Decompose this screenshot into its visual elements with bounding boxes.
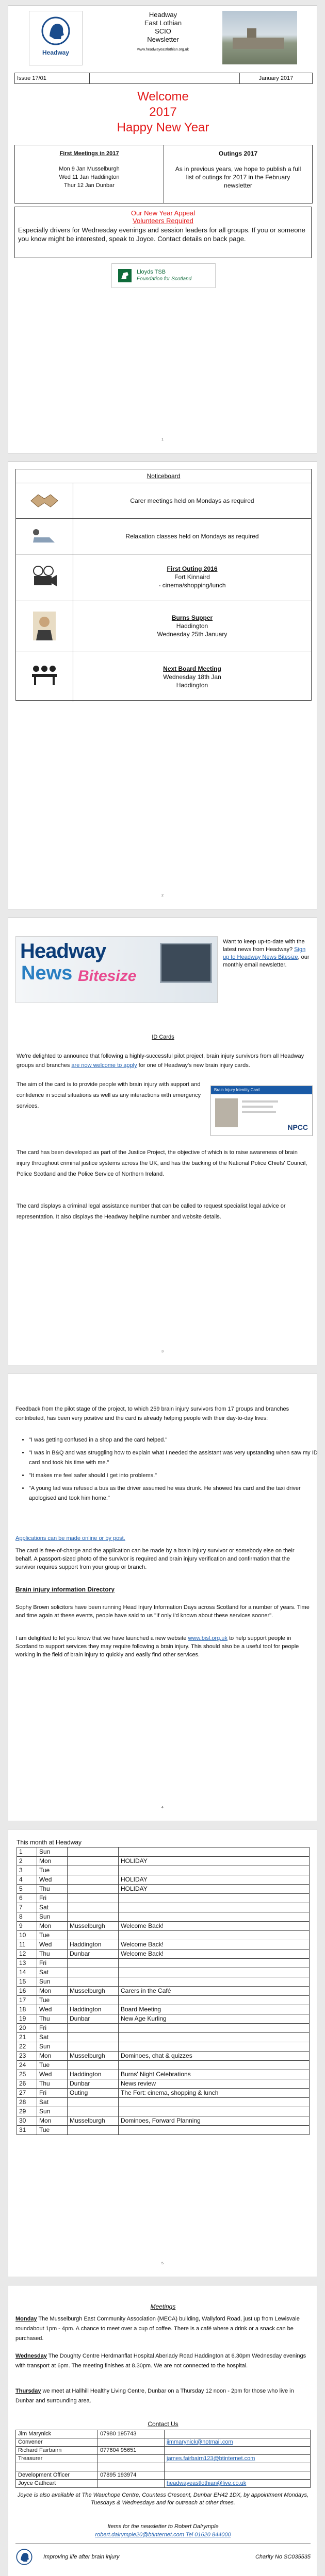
calendar-event: New Age Kurling (119, 2014, 310, 2024)
contact-row (16, 2471, 311, 2480)
calendar-weekday: Sun (37, 2042, 68, 2052)
calendar-event: HOLIDAY (119, 1875, 310, 1885)
calendar-row (17, 2042, 310, 2052)
calendar-event: Welcome Back! (119, 1922, 310, 1931)
calendar-day-number: 14 (17, 1968, 37, 1977)
masthead-photo (222, 11, 297, 64)
calendar-day-number: 21 (17, 2033, 37, 2042)
calendar-day-number: 31 (17, 2126, 37, 2135)
calendar-group: Dunbar (68, 2079, 119, 2089)
calendar-event (119, 2024, 310, 2033)
notice-row (16, 483, 311, 519)
calendar-event (119, 1912, 310, 1922)
calendar-row (17, 2005, 310, 2014)
contact-email[interactable] (165, 2471, 311, 2480)
bitesize-signup-link[interactable]: Sign up to Headway News Bitesize (223, 946, 306, 960)
calendar-row (17, 1912, 310, 1922)
first-meetings-title: First Meetings in 2017 (59, 150, 119, 157)
quote-item: • "It makes me feel safer should I get into problems." (29, 1471, 318, 1481)
calendar-row (17, 1866, 310, 1875)
calendar-row (17, 2116, 310, 2126)
directory-para-1: Sophy Brown solicitors have been running Head Injury Information Days across Scotland for a number of years. Time and time again at these events, people have said to us "If only I'd known about these services sooner". (15, 1604, 310, 1619)
welcome-banner (8, 89, 318, 135)
meeting-line: Mon 9 Jan Musselburgh (59, 166, 120, 172)
notice-text: Wednesday 25th January (157, 631, 228, 638)
calendar-table (17, 1847, 310, 2135)
calendar-group (68, 1848, 119, 1857)
calendar-group: Musselburgh (68, 2116, 119, 2126)
notice-row (16, 601, 311, 652)
masthead (29, 11, 297, 69)
contact-email[interactable]: jimmarynick@hotmail.com (165, 2438, 311, 2447)
calendar-row (17, 1950, 310, 1959)
calendar-day-number: 3 (17, 1866, 37, 1875)
calendar-row (17, 1987, 310, 1996)
contact-email[interactable]: headwayeastlothian@live.co.uk (165, 2480, 311, 2488)
calendar-group (68, 1875, 119, 1885)
masthead-title (111, 11, 215, 54)
calendar-weekday: Sun (37, 2107, 68, 2116)
calendar-day-number: 12 (17, 1950, 37, 1959)
calendar-event (119, 2126, 310, 2135)
calendar-weekday: Mon (37, 2052, 68, 2061)
calendar-day-number: 23 (17, 2052, 37, 2061)
calendar-row (17, 1959, 310, 1968)
calendar-weekday: Thu (37, 1885, 68, 1894)
calendar-weekday: Sun (37, 1977, 68, 1987)
notice-heading: Next Board Meeting (163, 665, 221, 672)
notice-row (16, 554, 311, 601)
notice-text: Carer meetings held on Mondays as required (130, 497, 254, 504)
calendar-row (17, 2089, 310, 2098)
calendar-weekday: Sun (37, 1912, 68, 1922)
headway-logo (29, 11, 83, 65)
calendar-group (68, 1866, 119, 1875)
calendar-event: HOLIDAY (119, 1885, 310, 1894)
notice-text: - cinema/shopping/lunch (158, 582, 226, 589)
calendar-title: This month at Headway (17, 1839, 82, 1846)
page-number: 1 (161, 438, 164, 442)
calendar-row (17, 2079, 310, 2089)
calendar-group: Musselburgh (68, 2052, 119, 2061)
calendar-row (17, 2033, 310, 2042)
contact-title: Contact Us (148, 2420, 178, 2428)
calendar-row (17, 1848, 310, 1857)
calendar-day-number: 20 (17, 2024, 37, 2033)
cinema-camera-icon (30, 565, 59, 590)
id-cards-para-2: The aim of the card is to provide people with brain injury with support and confidence in social situations as well as any interactions with emergency services. (17, 1081, 201, 1109)
calendar-weekday: Sun (37, 1848, 68, 1857)
calendar-weekday: Wed (37, 2070, 68, 2079)
calendar-event (119, 1996, 310, 2005)
calendar-row (17, 1922, 310, 1931)
calendar-day-number: 9 (17, 1922, 37, 1931)
calendar-group (68, 1931, 119, 1940)
wednesday-meeting: Wednesday The Doughty Centre Herdmanflat Hospital Aberlady Road Haddington at 6.30pm Wednesday evenings with transport at 6pm. The meeting finishes at 8.30pm. We are not connected to the hospital. (15, 2353, 306, 2369)
calendar-weekday: Fri (37, 1959, 68, 1968)
notice-text: Haddington (176, 682, 208, 689)
calendar-weekday: Thu (37, 2014, 68, 2024)
calendar-row (17, 1968, 310, 1977)
contact-row (16, 2447, 311, 2455)
calendar-day-number: 1 (17, 1848, 37, 1857)
calendar-weekday: Sat (37, 1968, 68, 1977)
newsletter-items-note: Items for the newsletter to Robert Dalrymple robert.dalrymple20@btinternet.com Tel 01620 844000 (8, 2522, 318, 2539)
calendar-group (68, 1968, 119, 1977)
horse-icon (117, 268, 133, 283)
calendar-group (68, 1996, 119, 2005)
calendar-day-number: 27 (17, 2089, 37, 2098)
calendar-row (17, 1875, 310, 1885)
calendar-day-number: 10 (17, 1931, 37, 1940)
page-number: 2 (161, 894, 164, 897)
page-number: 3 (161, 1350, 164, 1353)
contact-email[interactable]: james.fairbairn123@btinternet.com (165, 2455, 311, 2463)
page-number: 4 (161, 1806, 164, 1809)
contact-row (16, 2430, 311, 2438)
calendar-weekday: Tue (37, 1996, 68, 2005)
calendar-day-number: 25 (17, 2070, 37, 2079)
website-link[interactable]: www.headwayeastlothian.org.uk (137, 48, 189, 52)
apply-link[interactable]: are now welcome to apply (71, 1062, 137, 1069)
npcc-badge: NPCC (287, 1123, 308, 1131)
calendar-group: Haddington (68, 2070, 119, 2079)
quote-item: • "I was getting confused in a shop and the card helped." (29, 1435, 318, 1445)
id-card-photo (215, 1098, 238, 1127)
id-cards-para-3: The card has been developed as part of the Justice Project, the objective of which is to raise awareness of brain injury throughout criminal justice systems across the UK, and has the backing of the National Police Chiefs' Council, Police Scotland and the Police Service of Northern Ireland. (17, 1149, 307, 1177)
calendar-group: Dunbar (68, 2014, 119, 2024)
calendar-row (17, 1996, 310, 2005)
contact-role: Convener (16, 2438, 98, 2447)
calendar-row (17, 2126, 310, 2135)
notice-heading: First Outing 2016 (167, 565, 218, 572)
contact-phone: 07895 193974 (98, 2471, 165, 2480)
contact-role: Development Officer (16, 2471, 98, 2480)
calendar-day-number: 2 (17, 1857, 37, 1866)
bitesize-wordmark: Bitesize (78, 968, 137, 985)
calendar-weekday: Tue (37, 2126, 68, 2135)
directory-title: Brain injury information Directory (15, 1586, 115, 1593)
contact-row (16, 2463, 311, 2471)
calendar-group: Outing (68, 2089, 119, 2098)
calendar-event (119, 1866, 310, 1875)
notice-row (16, 652, 311, 702)
calendar-event: Welcome Back! (119, 1940, 310, 1950)
calendar-day-number: 30 (17, 2116, 37, 2126)
contact-row (16, 2438, 311, 2447)
handshake-icon (29, 489, 60, 512)
calendar-group (68, 1885, 119, 1894)
org-name-line: Headway (149, 11, 177, 19)
calendar-event: Burns' Night Celebrations (119, 2070, 310, 2079)
calendar-weekday: Sat (37, 2098, 68, 2107)
calendar-row (17, 1857, 310, 1866)
bitesize-banner (15, 936, 218, 1003)
calendar-group: Musselburgh (68, 1922, 119, 1931)
lloyds-logo (111, 263, 216, 288)
outings-text: As in previous years, we hope to publish a full list of outings for 2017 in the February newsletter (175, 165, 301, 189)
news-wordmark: News (21, 962, 73, 984)
meetings-title: Meetings (150, 2303, 176, 2310)
bisl-link[interactable]: www.bisl.org.uk (188, 1635, 228, 1641)
contact-phone: 077604 95651 (98, 2447, 165, 2455)
calendar-group (68, 1977, 119, 1987)
calendar-weekday: Tue (37, 1931, 68, 1940)
relaxing-person-icon (29, 525, 60, 548)
calendar-group (68, 2107, 119, 2116)
calendar-weekday: Mon (37, 1857, 68, 1866)
contact-phone (98, 2480, 165, 2488)
calendar-day-number: 22 (17, 2042, 37, 2052)
calendar-row (17, 2052, 310, 2061)
calendar-row (17, 1885, 310, 1894)
issue-bar (14, 73, 313, 84)
calendar-day-number: 24 (17, 2061, 37, 2070)
calendar-group (68, 2098, 119, 2107)
org-name-line: Newsletter (147, 36, 179, 43)
quote-list (15, 1435, 318, 1503)
newsletter-page-1 (8, 5, 317, 453)
calendar-weekday: Sat (37, 1903, 68, 1912)
calendar-event (119, 2033, 310, 2042)
calendar-row (17, 2107, 310, 2116)
calendar-event (119, 2107, 310, 2116)
calendar-group (68, 2033, 119, 2042)
welcome-year: 2017 (149, 105, 177, 119)
noticeboard-title: Noticeboard (16, 469, 311, 483)
calendar-group: Dunbar (68, 1950, 119, 1959)
contact-phone (98, 2438, 165, 2447)
calendar-event: The Fort: cinema, shopping & lunch (119, 2089, 310, 2098)
calendar-group (68, 2061, 119, 2070)
calendar-row (17, 1977, 310, 1987)
calendar-row (17, 2014, 310, 2024)
notice-text: Haddington (176, 622, 208, 630)
contact-role: Jim Marynick (16, 2430, 98, 2438)
banner-screens (160, 943, 212, 983)
quote-item: • "A young lad was refused a bus as the driver assumed he was drunk. He showed his card and the taxi driver apologised and took him home." (29, 1484, 318, 1503)
notice-text: Relaxation classes held on Mondays as required (125, 533, 259, 540)
calendar-day-number: 26 (17, 2079, 37, 2089)
headway-head-icon (15, 2548, 33, 2566)
welcome-line: Welcome (137, 90, 189, 104)
calendar-event: News review (119, 2079, 310, 2089)
calendar-event (119, 1894, 310, 1903)
notice-heading: Burns Supper (171, 614, 213, 621)
calendar-group (68, 1959, 119, 1968)
notice-row (16, 519, 311, 554)
calendar-day-number: 8 (17, 1912, 37, 1922)
calendar-weekday: Wed (37, 1940, 68, 1950)
calendar-weekday: Fri (37, 2089, 68, 2098)
id-cards-title: ID Cards (152, 1034, 174, 1040)
contact-role: Richard Fairbairn (16, 2447, 98, 2455)
calendar-row (17, 2070, 310, 2079)
calendar-day-number: 7 (17, 1903, 37, 1912)
meeting-line: Thur 12 Jan Dunbar (64, 182, 115, 189)
contact-email[interactable] (165, 2463, 311, 2471)
calendar-event (119, 2042, 310, 2052)
calendar-weekday: Thu (37, 2079, 68, 2089)
appeal-title: Our New Year Appeal (131, 209, 196, 217)
calendar-group: Haddington (68, 1940, 119, 1950)
contact-email[interactable] (165, 2447, 311, 2455)
page-number: 5 (161, 2262, 164, 2265)
contact-phone (98, 2463, 165, 2471)
robert-burns-portrait (33, 612, 56, 640)
calendar-event (119, 1848, 310, 1857)
free-card-para: The card is free-of-charge and the application can be made by a brain injury survivor or somebody else on their behalf. A passport-sized photo of the survivor is required and brain injury verification and confirmation that the survivor requires support from your group or branch. (15, 1548, 295, 1570)
calendar-event (119, 2098, 310, 2107)
issue-number: Issue 17/01 (15, 73, 90, 83)
contact-role: Joyce Cathcart (16, 2480, 98, 2488)
lloyds-name: Lloyds TSB (137, 269, 166, 275)
calendar-weekday: Wed (37, 2005, 68, 2014)
calendar-day-number: 18 (17, 2005, 37, 2014)
contact-email[interactable] (165, 2430, 311, 2438)
calendar-day-number: 29 (17, 2107, 37, 2116)
calendar-group: Haddington (68, 2005, 119, 2014)
appeal-subtitle: Volunteers Required (133, 217, 193, 225)
calendar-row (17, 2061, 310, 2070)
logo-wordmark: Headway (42, 49, 70, 56)
org-name-line: SCIO (155, 27, 171, 35)
calendar-row (17, 1931, 310, 1940)
appeal-box (14, 207, 312, 258)
applications-link[interactable]: Applications can be made online or by post. (15, 1535, 125, 1541)
id-cards-para-1: We're delighted to announce that following a highly-successful pilot project, brain injury survivors from all Headway groups and branches are now welcome to apply for one of Headway's new brain injury cards. (17, 1053, 304, 1069)
calendar-group (68, 1857, 119, 1866)
charity-number: Charity No SC035535 (255, 2554, 311, 2560)
directory-para-2: I am delighted to let you know that we have launched a new website www.bisl.org.uk to help support people in Scotland to support services they may require following a brain injury. This should also be a useful tool for people working in the field of brain injury to quickly and easily find other services. (15, 1635, 299, 1658)
id-cards-para-4: The card displays a criminal legal assistance number that can be called to request specialist legal advice or representation. It also displays the Headway helpline number and website details. (17, 1203, 286, 1220)
headway-wordmark: Headway (20, 940, 106, 962)
contact-row (16, 2455, 311, 2463)
calendar-day-number: 6 (17, 1894, 37, 1903)
calendar-row (17, 1940, 310, 1950)
calendar-row (17, 2024, 310, 2033)
calendar-group: Musselburgh (68, 1987, 119, 1996)
calendar-event (119, 1931, 310, 1940)
contact-table (15, 2430, 311, 2488)
calendar-event: Carers in the Café (119, 1987, 310, 1996)
calendar-day-number: 15 (17, 1977, 37, 1987)
calendar-group (68, 1912, 119, 1922)
calendar-weekday: Mon (37, 2116, 68, 2126)
contact-phone (98, 2455, 165, 2463)
footer-tagline: Improving life after brain injury (43, 2554, 120, 2560)
lloyds-foundation: Foundation for Scotland (137, 276, 192, 282)
footer-bar (15, 2543, 311, 2570)
noticeboard (15, 469, 312, 701)
info-boxes (14, 145, 313, 204)
calendar-day-number: 17 (17, 1996, 37, 2005)
calendar-event: Dominoes, chat & quizzes (119, 2052, 310, 2061)
calendar-event: Board Meeting (119, 2005, 310, 2014)
calendar-weekday: Tue (37, 1866, 68, 1875)
newsletter-page-6 (8, 2285, 317, 2576)
calendar-weekday: Wed (37, 1875, 68, 1885)
thursday-meeting: Thursday we meet at Hallhill Healthy Living Centre, Dunbar on a Thursday 12 noon - 2pm for those who live in Dunbar and surrounding area. (15, 2388, 294, 2404)
first-meetings-box (15, 145, 164, 203)
calendar-group (68, 1894, 119, 1903)
newsletter-page-3 (8, 917, 317, 1365)
calendar-day-number: 4 (17, 1875, 37, 1885)
quote-item: • "I was in B&Q and was struggling how to explain what I needed the assistant was very upstanding when saw my ID card and took his time with me." (29, 1448, 318, 1468)
meeting-people-icon (29, 664, 60, 689)
notice-text: Fort Kinnaird (174, 573, 210, 581)
calendar-event (119, 1977, 310, 1987)
org-name-line: East Lothian (144, 19, 182, 27)
feedback-intro: Feedback from the pilot stage of the project, to which 259 brain injury survivors from 17 groups and branches contributed, has been very positive and the card is already helping people with their day-to-day lives: (15, 1406, 289, 1421)
monday-meeting: Monday The Musselburgh East Community Association (MECA) building, Wallyford Road, just up from Lewisvale roundabout 1pm - 4pm. A chance to meet over a cup of coffee. There is a café where a drink or a snack can be purchased. (15, 2316, 300, 2342)
contact-phone: 07980 195743 (98, 2430, 165, 2438)
id-card-header: Brain Injury Identity Card (211, 1086, 312, 1094)
joyce-note: Joyce is also available at The Wauchope Centre, Countess Crescent, Dunbar EH42 1DX, by appointment Mondays, Tuesdays & Wednesdays and for outreach at other times. (17, 2492, 309, 2506)
newsletter-page-2 (8, 461, 317, 909)
bitesize-blurb: Want to keep up-to-date with the latest news from Headway? Sign up to Headway News Bitesize, our monthly email newsletter. (223, 939, 310, 968)
calendar-day-number: 28 (17, 2098, 37, 2107)
calendar-group (68, 2042, 119, 2052)
calendar-event (119, 2061, 310, 2070)
calendar-weekday: Mon (37, 1987, 68, 1996)
id-card-image (210, 1086, 313, 1136)
calendar-day-number: 5 (17, 1885, 37, 1894)
calendar-group (68, 1903, 119, 1912)
calendar-weekday: Fri (37, 2024, 68, 2033)
calendar-group (68, 2126, 119, 2135)
meeting-line: Wed 11 Jan Haddington (59, 174, 120, 180)
welcome-greeting: Happy New Year (117, 121, 209, 134)
calendar-event: Dominoes, Forward Planning (119, 2116, 310, 2126)
calendar-weekday: Fri (37, 1894, 68, 1903)
notice-text: Wednesday 18th Jan (163, 673, 221, 681)
outings-title: Outings 2017 (218, 150, 258, 157)
calendar-weekday: Mon (37, 1922, 68, 1931)
calendar-row (17, 2098, 310, 2107)
calendar-weekday: Sat (37, 2033, 68, 2042)
calendar-row (17, 1903, 310, 1912)
calendar-day-number: 16 (17, 1987, 37, 1996)
calendar-event: HOLIDAY (119, 1857, 310, 1866)
contact-role (16, 2463, 98, 2471)
headway-head-icon (40, 15, 71, 46)
calendar-day-number: 13 (17, 1959, 37, 1968)
calendar-day-number: 19 (17, 2014, 37, 2024)
calendar-weekday: Tue (37, 2061, 68, 2070)
calendar-row (17, 1894, 310, 1903)
calendar-event (119, 1959, 310, 1968)
calendar-event: Welcome Back! (119, 1950, 310, 1959)
contact-row (16, 2480, 311, 2488)
calendar-group (68, 2024, 119, 2033)
issue-date: January 2017 (258, 75, 294, 81)
outings-box (164, 145, 312, 203)
calendar-event (119, 1903, 310, 1912)
contact-role: Treasurer (16, 2455, 98, 2463)
calendar-weekday: Thu (37, 1950, 68, 1959)
editor-email-link[interactable]: robert.dalrymple20@btinternet.com Tel 01620 844000 (95, 2532, 231, 2538)
newsletter-page-5 (8, 1829, 317, 2277)
calendar-day-number: 11 (17, 1940, 37, 1950)
newsletter-page-4 (8, 1373, 317, 1821)
appeal-text: Especially drivers for Wednesday evenings and session leaders for all groups. If you or someone you know might be interested, speak to Joyce. Contact details on back page. (18, 226, 305, 243)
calendar-event (119, 1968, 310, 1977)
